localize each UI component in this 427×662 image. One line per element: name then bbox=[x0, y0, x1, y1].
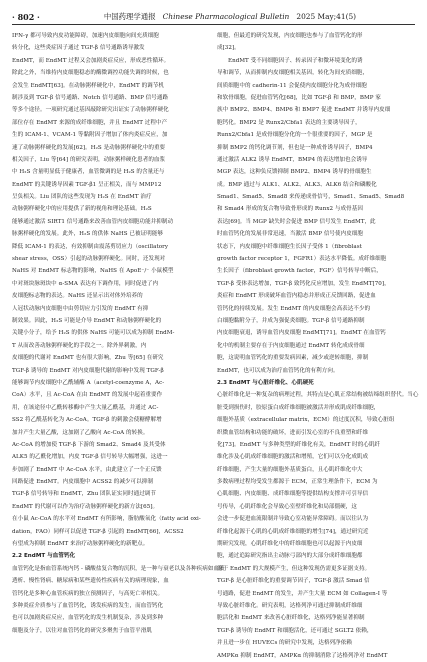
text-line: 胞，这说明血管钙化的重要发病因素，减少或逆转细胞，抑制 bbox=[217, 355, 369, 362]
text-line: 通过激活 ALK2 诱导 EndMT，BMP4 的表达增加也会诱导 bbox=[217, 156, 368, 163]
text-line: 纤维化起源于心肌的心肌成纤维细胞的增生[74]，通过研究近 bbox=[217, 528, 369, 535]
text-line: TGF-β 诱导的 EndMT 对内皮细胞代谢的影响中发现 TGF-β bbox=[12, 367, 164, 374]
text-line: 速了动脉粥样硬化的发展[62]。H₂S 是动脉粥样硬化中的重要 bbox=[12, 144, 166, 151]
text-line: 心肌细胞、内皮细胞、成纤维细胞等提供结构支撑并可引导信 bbox=[217, 491, 369, 498]
text-line: 人冠状动脉内皮细胞中由剪切应力引发的 EndMT 有抑 bbox=[12, 305, 149, 312]
text-line: EndMT 的代谢可以作为治疗动脉粥样硬化的新方法[65]。 bbox=[12, 503, 159, 510]
text-line: 炎症和 EndMT 形成破坏血管内稳态并形成正反馈回路，促进血 bbox=[217, 293, 376, 300]
text-line: 内皮细胞衰退，诱导血管内皮细胞 EndMT[71]。EndMT 在血管钙 bbox=[217, 330, 386, 337]
text-line: 会发生 EndMT[63]。在动脉粥样硬化中，EndMT 的调节机 bbox=[12, 82, 164, 89]
text-line: 中 H₂S 含量明显低于健康者，血管微调的是 H₂S 的含量还与 bbox=[12, 169, 165, 176]
text-line: 白细胞黏附分子，并成为强促炎细胞。TGF-β 信号通路抑制 bbox=[217, 317, 365, 324]
text-line: 部位存在 EndMT 来源的成纤维细胞，并且 EndMT 过程中产 bbox=[12, 119, 168, 126]
text-line: 维化涉及心肌成纤维细胞的激活和增殖，它们可以分化成肌成 bbox=[217, 454, 369, 461]
text-line: 能够调节内皮细胞中乙酰辅酶 A（acetyl-coenzyme A，Ac- bbox=[12, 379, 165, 386]
section-heading bbox=[217, 377, 415, 389]
journal-title-en: Chinese Pharmacological Bulletin bbox=[162, 12, 290, 21]
text-line: 在小鼠 Ac-CoA 的水平对 EndMT 有所影响，脂肪酸氧化（fatty acid oxi- bbox=[12, 516, 201, 523]
text-line: 并且进一步在 HUVECs 的研究中发现，达格列净依赖 bbox=[217, 640, 352, 647]
page-number: · 802 · bbox=[12, 12, 40, 22]
page-header bbox=[12, 8, 415, 25]
text-line: growth factor receptor 1，FGFR1）表达水平降低。成纤维细胞 bbox=[217, 256, 387, 263]
text-line: 导致心脏纤维化。研究表明，达格列净可通过抑制成纤维细 bbox=[217, 602, 363, 609]
text-line: 号通路，促进 EndMT 的发生，并产生大量 ECM 如 Collagen-I 等 bbox=[217, 590, 388, 597]
text-line: 生长因子（fibroblast growth factor，FGF）信号转导中断后， bbox=[217, 268, 382, 275]
text-line: 用，在该途径中乙酰转移酶中产生大量乙酰基，并通过 AC- bbox=[12, 404, 159, 411]
text-line: EndMT 受不同细胞因子、转录因子和微环境变化的诱 bbox=[228, 57, 363, 64]
text-line: 回路促进 EndMT。内皮细胞中 ACSS2 的减少可以抑制 bbox=[12, 479, 153, 486]
journal-title bbox=[104, 11, 356, 24]
text-line: 有望成为抑制 EndMT 来治疗动脉粥样硬化的新靶点。 bbox=[12, 541, 149, 548]
text-line: 细胞及分子，以往对血管钙化的研究多聚焦于血管平滑肌 bbox=[12, 627, 152, 634]
text-line: 细胞外基质（extracellular matrix，ECM）的过度沉积，导致心脏组 bbox=[217, 417, 395, 424]
text-line: 多数病理过程均受发生都源于 ECM，正常生理条件下，ECM 为 bbox=[217, 479, 378, 486]
text-line: 等多个途径。一项研究通过基因敲除研究出证实了动脉粥样硬化 bbox=[12, 107, 169, 114]
text-line: TGF-β 信号转导和 EndMT，Zhu 团队证实同时通过调节 bbox=[12, 491, 156, 498]
text-line: 会进一步促进血流限制并导致心室功能异常障碍。而以往认为 bbox=[217, 516, 369, 523]
text-line: 皮细胞的代谢对 EndMT 也有很大影响，Zhu 等[65] 在研究 bbox=[12, 355, 164, 362]
text-line: MGP 表达，这种负反馈抑制 BMP2、BMP4 诱导的骨细胞生 bbox=[217, 169, 372, 176]
text-line: 相关因子，Liu 等[64] 的研究表明，动脉粥样硬化患者的血浆 bbox=[12, 156, 166, 163]
text-line: EndMT，而 EndMT 过程又会加剧炎症反应，形成恶性循环。 bbox=[12, 57, 170, 64]
text-line: 胞钙化。BMP2 是 Runx2/Cbfa1 表达的主要诱导因子， bbox=[217, 119, 361, 126]
text-line: T 从而改善动脉粥样硬化的手段之一。除外界刺激，内 bbox=[12, 342, 147, 349]
text-line: 降低 ICAM-1 的表达，有效抑制由震荡剪切应力（oscillatory bbox=[12, 243, 169, 250]
text-line: 族中 BMP2、BMP4、BMP6 和 BMP7 促进 EndMT 并诱导内皮细 bbox=[217, 107, 391, 114]
text-line: 和 Smad4 形成的复合物导致骨形成的 Runx2 与成骨基因 bbox=[217, 206, 363, 213]
text-line: EndMT，也可以成为治疗血管钙化的有利方向。 bbox=[217, 367, 339, 374]
text-line: 化中的机制主要存在于内皮细胞通过 EndMT 转化成成骨细 bbox=[217, 342, 365, 349]
text-line: 加并产生大量乙酸，这加剧了乙酸向 Ac-CoA 的转换。 bbox=[12, 429, 149, 436]
text-line: 动脉粥样硬化中的应用提供了新的视角和理论基础。H₂S bbox=[12, 206, 152, 213]
text-line: 透析、慢性肾病、糖尿病和某些遗传性疾病有关的病理现象，血 bbox=[12, 578, 169, 585]
text-line: 细胞，但最近的研究发现，内皮细胞也参与了血管钙化的形 bbox=[217, 33, 363, 39]
text-line: 也可以加剧炎症反应，血管钙化的发生机制复杂，涉及到多种 bbox=[12, 615, 164, 622]
section-heading-label: 2.2 EndMT 与血管钙化 bbox=[12, 553, 76, 560]
text-line: 步加剧了 EndMT 中 Ac-CoA 水平，由此建立了一个正反馈 bbox=[12, 466, 162, 473]
text-line: 血管钙化是指血管系统内钙 - 磷酸盐复合物的沉积，是一种与衰老以及各种疾病如血液 bbox=[12, 565, 225, 572]
section-heading bbox=[12, 550, 210, 562]
text-line: 号传导，心肌纤维化会导致心室壁纤维化和局部僵硬，这 bbox=[217, 503, 357, 510]
text-line: TGF-β 诱导的 EndMT 和细胞活化，还可通过 SGLT2 依赖， bbox=[217, 627, 373, 634]
text-line: 表达[69]。当 MGP 缺失时会促进 BMP 信号发生 EndMT，此 bbox=[217, 218, 376, 225]
text-line: SS2 将乙酰基转化为 Ac-CoA。TGF-β 的刺激会使糖酵解增 bbox=[12, 417, 162, 424]
text-line: 时血管钙化的发展非常迅速，当激活 BMP 信号使内皮细胞 bbox=[217, 231, 363, 238]
text-line: 转分化，这些炎症因子通过 TGF-β 信号通路诱导激发 bbox=[12, 45, 145, 52]
text-line: 胞，通过追踪研究指出主动脉弓部内的大部分成纤维细胞都 bbox=[217, 553, 363, 560]
text-line: AMPKα 抑制 EndMT，AMPKα 的抑制消除了达格列净对 EndMT bbox=[217, 652, 388, 659]
text-line: 制涉及到 TGF-β 信号通路、Notch 信号通路、BMP 信号通路 bbox=[12, 94, 169, 101]
right-column bbox=[217, 30, 419, 662]
text-line: 源于 EndMT 的大规模产生，但这种发现仍需更多证据支持。 bbox=[217, 565, 371, 572]
text-line: 和软骨细胞，促进血管钙化[68]，比如 TGF-β 和 BMP，BMP 家 bbox=[217, 94, 381, 101]
text-line: dation，FAO）同样可以促进 TGF-β 引起的 EndMT[66]，ACSS2 bbox=[12, 528, 184, 535]
text-line: 抑制 BMP2 的钙化调节剂，但也是一种成骨诱导因子，BMP4 bbox=[217, 144, 373, 151]
text-line: 呈负相关。Liu 团队的这些发现为 H₂S 在 EndMT 治疗 bbox=[12, 194, 152, 201]
text-line: 脏受到损伤时，胶原蛋白成纤维细胞被激活并形成肌成纤维细胞， bbox=[217, 404, 380, 411]
section-heading-label: 2.3 EndMT 与心脏纤维化、心肌硬死 bbox=[217, 379, 314, 386]
text-line: NaHS 对 EndMT 标志物的影响，NaHS 在 ApoE⁻/⁻ 小鼠模型 bbox=[12, 268, 174, 275]
text-line: shear stress，OSS）引起的动脉粥样硬化。同时，还发现对 bbox=[12, 256, 166, 263]
text-line: Runx2/Cbfa1 是成骨细胞分化的一个很重要的因子，MGP 是 bbox=[217, 132, 373, 139]
text-line: Ac-CoA 的增加使 TGF-β 下游的 Smad2、Smad4 及其受体 bbox=[12, 441, 166, 448]
text-line: 导和调节，从而抑制内皮细胞相关基因，转化为间充质细胞， bbox=[217, 70, 369, 77]
text-line: 化[73]。EndMT 与多种类型的纤维化有关，EndMT 时的心肌纤 bbox=[217, 441, 381, 448]
text-line: 成[32]。 bbox=[217, 45, 240, 52]
text-line: 管钙化是多种心血管疾病的独立预测因子，与高死亡率相关。 bbox=[12, 590, 164, 597]
text-line: CoA）水平，且 Ac-CoA 在由 EndMT 的发展中起着重要作 bbox=[12, 392, 163, 399]
text-line: 能够通过激活 SIRT1 信号通路来改善血管内皮细胞功能并抑制动 bbox=[12, 218, 174, 225]
text-line: 心脏纤维化是一种复杂的病理过程，其特点是心肌正常结构被结缔组织替代。当心 bbox=[217, 392, 419, 399]
text-line: 中对斑块脉斑块中 α-SMA 表达有下调作用，同时促进了内 bbox=[12, 280, 159, 287]
text-line: TGF-β 是心脏纤维化的重要调节因子，TGF-β 激活 Smad 信 bbox=[217, 578, 370, 585]
text-line: EndMT 的关键诱导因素 TGF-β1 呈正相关，而与 MMP12 bbox=[12, 181, 162, 188]
text-line: 管钙化的持续发展。发生 EndMT 的内皮细胞会高表达不少的 bbox=[217, 305, 371, 312]
text-line: TGF-β 受体表达增加，TGF-β 致钙化反应增加，发生 EndMT[70]， bbox=[217, 280, 390, 287]
text-line: 关键小分子，给予 H₂S 的供体 NaHS 可能可以成为抑制 EndM- bbox=[12, 330, 175, 337]
text-line: 制效果。因此，H₂S 可能是介导 EndMT 和动脉粥样硬化的 bbox=[12, 317, 162, 324]
journal-issue: 2025 May;41(5) bbox=[296, 12, 357, 21]
text-line: 脉粥样硬化的发展。此外，H₂S 的供体 NaHS 已被证明能够 bbox=[12, 231, 163, 238]
text-line: IFN-γ 都可导致内皮功能障碍，加速内皮细胞向间充质细胞 bbox=[12, 33, 159, 39]
journal-title-cn: 中国药理学通报 bbox=[103, 12, 156, 21]
text-line: 胞活化和 EndMT 来改善心脏纤维化，达格列净能显著抑制 bbox=[217, 615, 365, 622]
text-line: 状态下，内皮细胞中纤维细胞生长因子受体 1（fibroblast bbox=[217, 243, 362, 250]
text-line: 间质细胞中的 cadherin-11 会促使内皮细胞分化为成骨细胞 bbox=[217, 82, 367, 89]
text-line: 生的 ICAM-1、VCAM-1 等黏附因子增加了体内炎症反应，加 bbox=[12, 132, 168, 139]
text-line: 织微血管结构和功能的破坏，进而引发心室的不良重塑和纤维 bbox=[217, 429, 369, 436]
text-line: 成。BMP 通过与 ALK1、ALK2、ALK3、ALK6 结合和磷酸化 bbox=[217, 181, 377, 188]
text-line: 纤维细胞，产生大量的细胞外基质蛋白，且心肌纤维化中大 bbox=[217, 466, 363, 473]
text-line: 除此之外，当维持内皮细胞稳态的酶微调控功能失调的时候，也 bbox=[12, 70, 169, 77]
text-line: ALK5 的乙酰化增加，内皮 TGF-β 信号转导大幅增强，这进一 bbox=[12, 454, 168, 461]
text-line: 期研究发现，心肌纤维化中的纤维细胞也可以起源于内皮细 bbox=[217, 541, 363, 548]
left-column bbox=[12, 30, 225, 637]
text-line: Smad1、Smad5、Smad8 来传递成骨信号，Smad1、Smad5、Smad8 bbox=[217, 194, 405, 201]
text-line: 皮细胞标志物的表达。NaHS 还显示出对体外培养的 bbox=[12, 293, 143, 300]
text-line: 多种炎症介质参与了血管钙化，诱发疾病的发生，而血管钙化 bbox=[12, 602, 164, 609]
